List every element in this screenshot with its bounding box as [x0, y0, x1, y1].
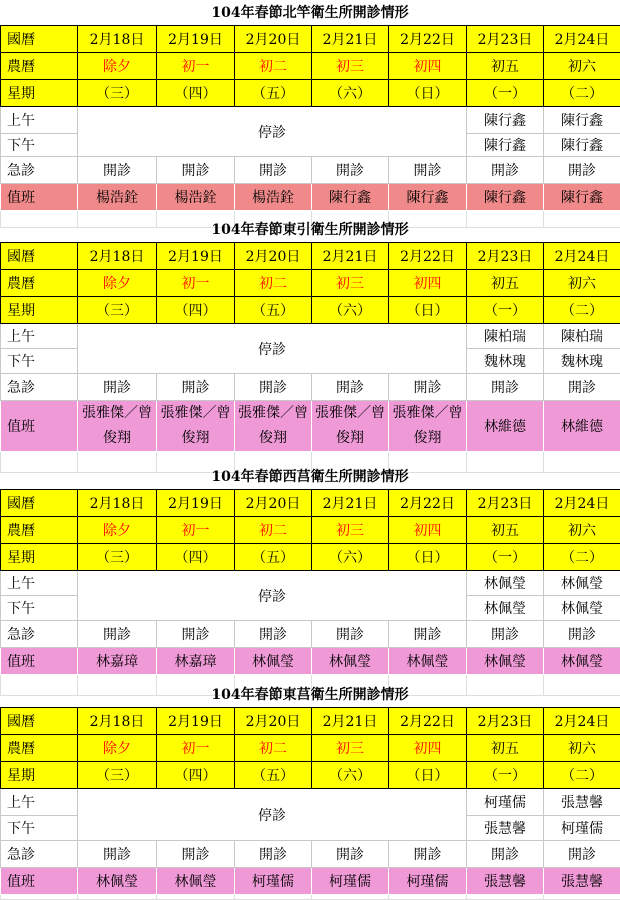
lunar-label: 農曆 [1, 53, 78, 80]
emergency-status: 開診 [312, 157, 389, 184]
weekday-row [1, 544, 620, 571]
duty-doctor: 楊浩銓 [235, 184, 312, 211]
weekday: （五） [235, 544, 312, 571]
lunar-date: 初六 [544, 270, 620, 297]
lunar-date: 初一 [157, 735, 235, 762]
calendar-date: 2月20日 [235, 243, 312, 270]
calendar-date: 2月23日 [467, 708, 544, 735]
calendar-date: 2月22日 [389, 708, 467, 735]
duty-label: 值班 [1, 648, 78, 675]
emergency-status: 開診 [389, 841, 467, 868]
duty-doctor: 陳行鑫 [389, 184, 467, 211]
emergency-status: 開診 [157, 374, 235, 401]
afternoon-label: 下午 [1, 816, 78, 841]
duty-doctor: 林嘉璋 [157, 648, 235, 675]
weekday: （五） [235, 80, 312, 107]
morning-doctor: 陳柏瑞 [544, 324, 620, 349]
schedule-table [0, 489, 620, 696]
duty-doctor: 林佩瑩 [157, 868, 235, 895]
lunar-date: 初六 [544, 53, 620, 80]
duty-row [1, 401, 620, 452]
schedule-table [0, 707, 620, 900]
duty-doctor: 林佩瑩 [544, 648, 620, 675]
lunar-date: 初五 [467, 53, 544, 80]
duty-doctor: 林佩瑩 [389, 648, 467, 675]
spacer-cell [312, 895, 389, 900]
lunar-date: 初六 [544, 517, 620, 544]
emergency-status: 開診 [544, 621, 620, 648]
duty-doctor: 林佩瑩 [78, 868, 157, 895]
calendar-date: 2月20日 [235, 26, 312, 53]
duty-doctor: 張雅傑／曾俊翔 [157, 401, 235, 452]
section-title: 104年春節東引衛生所開診情形 [0, 219, 620, 239]
emergency-status: 開診 [78, 157, 157, 184]
afternoon-doctor: 林佩瑩 [467, 596, 544, 621]
morning-doctor: 陳行鑫 [467, 107, 544, 134]
afternoon-doctor: 陳行鑫 [544, 134, 620, 157]
morning-row [1, 789, 620, 816]
weekday: （二） [544, 297, 620, 324]
calendar-date: 2月19日 [157, 243, 235, 270]
lunar-date: 初二 [235, 735, 312, 762]
weekday: （三） [78, 297, 157, 324]
closed-notice: 停診 [78, 789, 467, 841]
duty-doctor: 張雅傑／曾俊翔 [78, 401, 157, 452]
spacer-cell [78, 895, 157, 900]
emergency-status: 開診 [235, 841, 312, 868]
emergency-status: 開診 [157, 841, 235, 868]
lunar-date: 初五 [467, 517, 544, 544]
calendar-label: 國曆 [1, 26, 78, 53]
section-title: 104年春節東莒衛生所開診情形 [0, 684, 620, 704]
afternoon-doctor: 張慧馨 [467, 816, 544, 841]
weekday: （四） [157, 297, 235, 324]
weekday: （六） [312, 80, 389, 107]
weekday: （日） [389, 297, 467, 324]
emergency-status: 開診 [389, 621, 467, 648]
lunar-row [1, 53, 620, 80]
emergency-status: 開診 [467, 621, 544, 648]
calendar-date: 2月21日 [312, 708, 389, 735]
calendar-row [1, 708, 620, 735]
calendar-date: 2月23日 [467, 26, 544, 53]
calendar-date: 2月21日 [312, 490, 389, 517]
closed-notice: 停診 [78, 324, 467, 374]
lunar-date: 初三 [312, 270, 389, 297]
calendar-date: 2月18日 [78, 490, 157, 517]
lunar-date: 初二 [235, 270, 312, 297]
weekday: （六） [312, 762, 389, 789]
emergency-status: 開診 [389, 374, 467, 401]
duty-doctor: 陳行鑫 [544, 184, 620, 211]
calendar-date: 2月24日 [544, 26, 620, 53]
emergency-row [1, 157, 620, 184]
weekday: （三） [78, 544, 157, 571]
emergency-label: 急診 [1, 157, 78, 184]
lunar-date: 初二 [235, 53, 312, 80]
morning-label: 上午 [1, 107, 78, 134]
calendar-date: 2月18日 [78, 243, 157, 270]
duty-row [1, 868, 620, 895]
morning-row [1, 571, 620, 596]
calendar-date: 2月19日 [157, 708, 235, 735]
duty-doctor: 張慧馨 [544, 868, 620, 895]
calendar-date: 2月19日 [157, 490, 235, 517]
emergency-row [1, 841, 620, 868]
lunar-date: 除夕 [78, 735, 157, 762]
calendar-date: 2月22日 [389, 26, 467, 53]
lunar-date: 初四 [389, 517, 467, 544]
calendar-date: 2月18日 [78, 26, 157, 53]
weekday: （一） [467, 544, 544, 571]
duty-doctor: 楊浩銓 [78, 184, 157, 211]
emergency-status: 開診 [78, 374, 157, 401]
afternoon-doctor: 柯瑾儒 [544, 816, 620, 841]
emergency-status: 開診 [235, 157, 312, 184]
calendar-date: 2月23日 [467, 243, 544, 270]
lunar-row [1, 517, 620, 544]
lunar-date: 初三 [312, 735, 389, 762]
lunar-date: 初六 [544, 735, 620, 762]
lunar-date: 初一 [157, 517, 235, 544]
closed-notice: 停診 [78, 571, 467, 621]
morning-doctor: 柯瑾儒 [467, 789, 544, 816]
spacer-cell [467, 895, 544, 900]
weekday: （五） [235, 297, 312, 324]
duty-doctor: 林嘉璋 [78, 648, 157, 675]
afternoon-label: 下午 [1, 596, 78, 621]
weekday: （五） [235, 762, 312, 789]
emergency-status: 開診 [78, 621, 157, 648]
emergency-status: 開診 [78, 841, 157, 868]
weekday: （二） [544, 544, 620, 571]
calendar-label: 國曆 [1, 490, 78, 517]
calendar-label: 國曆 [1, 708, 78, 735]
lunar-row [1, 270, 620, 297]
duty-doctor: 張雅傑／曾俊翔 [235, 401, 312, 452]
schedule-table [0, 242, 620, 473]
afternoon-doctor: 陳行鑫 [467, 134, 544, 157]
weekday-row [1, 297, 620, 324]
afternoon-label: 下午 [1, 349, 78, 374]
calendar-date: 2月20日 [235, 490, 312, 517]
calendar-date: 2月21日 [312, 243, 389, 270]
emergency-status: 開診 [312, 374, 389, 401]
afternoon-doctor: 魏林瑰 [544, 349, 620, 374]
lunar-label: 農曆 [1, 735, 78, 762]
emergency-status: 開診 [235, 374, 312, 401]
emergency-row [1, 621, 620, 648]
morning-doctor: 陳柏瑞 [467, 324, 544, 349]
spacer-cell [157, 895, 235, 900]
emergency-status: 開診 [157, 157, 235, 184]
duty-doctor: 林佩瑩 [467, 648, 544, 675]
morning-label: 上午 [1, 789, 78, 816]
lunar-row [1, 735, 620, 762]
morning-doctor: 林佩瑩 [467, 571, 544, 596]
weekday-row [1, 80, 620, 107]
duty-doctor: 陳行鑫 [467, 184, 544, 211]
section-title: 104年春節北竿衛生所開診情形 [0, 2, 620, 22]
weekday: （一） [467, 80, 544, 107]
calendar-row [1, 243, 620, 270]
emergency-status: 開診 [544, 374, 620, 401]
weekday: （四） [157, 762, 235, 789]
weekday: （三） [78, 80, 157, 107]
calendar-date: 2月20日 [235, 708, 312, 735]
section-title: 104年春節西莒衛生所開診情形 [0, 466, 620, 486]
emergency-status: 開診 [312, 841, 389, 868]
spacer-cell [544, 895, 620, 900]
emergency-status: 開診 [312, 621, 389, 648]
weekday: （日） [389, 80, 467, 107]
weekday: （二） [544, 80, 620, 107]
emergency-row [1, 374, 620, 401]
lunar-date: 初一 [157, 53, 235, 80]
morning-doctor: 張慧馨 [544, 789, 620, 816]
duty-doctor: 楊浩銓 [157, 184, 235, 211]
calendar-row [1, 26, 620, 53]
lunar-label: 農曆 [1, 270, 78, 297]
duty-label: 值班 [1, 868, 78, 895]
spacer-row [1, 895, 620, 900]
weekday: （六） [312, 297, 389, 324]
morning-label: 上午 [1, 324, 78, 349]
emergency-label: 急診 [1, 841, 78, 868]
lunar-date: 初三 [312, 53, 389, 80]
emergency-status: 開診 [467, 841, 544, 868]
lunar-date: 初四 [389, 735, 467, 762]
calendar-date: 2月24日 [544, 490, 620, 517]
weekday: （日） [389, 544, 467, 571]
duty-doctor: 陳行鑫 [312, 184, 389, 211]
lunar-date: 除夕 [78, 270, 157, 297]
calendar-date: 2月23日 [467, 490, 544, 517]
duty-doctor: 張雅傑／曾俊翔 [312, 401, 389, 452]
emergency-status: 開診 [235, 621, 312, 648]
calendar-date: 2月18日 [78, 708, 157, 735]
emergency-label: 急診 [1, 621, 78, 648]
lunar-date: 除夕 [78, 517, 157, 544]
spacer-cell [1, 895, 78, 900]
morning-doctor: 林佩瑩 [544, 571, 620, 596]
duty-doctor: 張慧馨 [467, 868, 544, 895]
weekday-label: 星期 [1, 762, 78, 789]
duty-label: 值班 [1, 184, 78, 211]
morning-label: 上午 [1, 571, 78, 596]
emergency-status: 開診 [544, 841, 620, 868]
emergency-status: 開診 [544, 157, 620, 184]
emergency-label: 急診 [1, 374, 78, 401]
emergency-status: 開診 [467, 374, 544, 401]
weekday: （四） [157, 80, 235, 107]
morning-doctor: 陳行鑫 [544, 107, 620, 134]
calendar-date: 2月24日 [544, 708, 620, 735]
duty-row [1, 648, 620, 675]
duty-doctor: 柯瑾儒 [389, 868, 467, 895]
emergency-status: 開診 [157, 621, 235, 648]
morning-row [1, 107, 620, 134]
emergency-status: 開診 [467, 157, 544, 184]
calendar-date: 2月24日 [544, 243, 620, 270]
lunar-date: 初二 [235, 517, 312, 544]
weekday-row [1, 762, 620, 789]
lunar-date: 除夕 [78, 53, 157, 80]
lunar-label: 農曆 [1, 517, 78, 544]
afternoon-doctor: 林佩瑩 [544, 596, 620, 621]
duty-label: 值班 [1, 401, 78, 452]
weekday: （一） [467, 297, 544, 324]
emergency-status: 開診 [389, 157, 467, 184]
weekday-label: 星期 [1, 80, 78, 107]
spacer-cell [235, 895, 312, 900]
weekday: （四） [157, 544, 235, 571]
lunar-date: 初三 [312, 517, 389, 544]
calendar-date: 2月22日 [389, 490, 467, 517]
weekday: （六） [312, 544, 389, 571]
lunar-date: 初五 [467, 270, 544, 297]
calendar-date: 2月21日 [312, 26, 389, 53]
lunar-date: 初四 [389, 53, 467, 80]
lunar-date: 初四 [389, 270, 467, 297]
calendar-date: 2月22日 [389, 243, 467, 270]
calendar-row [1, 490, 620, 517]
duty-row [1, 184, 620, 211]
duty-doctor: 林維德 [544, 401, 620, 452]
duty-doctor: 林佩瑩 [235, 648, 312, 675]
closed-notice: 停診 [78, 107, 467, 157]
weekday-label: 星期 [1, 297, 78, 324]
afternoon-doctor: 魏林瑰 [467, 349, 544, 374]
weekday: （三） [78, 762, 157, 789]
weekday: （一） [467, 762, 544, 789]
duty-doctor: 柯瑾儒 [312, 868, 389, 895]
morning-row [1, 324, 620, 349]
duty-doctor: 林佩瑩 [312, 648, 389, 675]
duty-doctor: 張雅傑／曾俊翔 [389, 401, 467, 452]
lunar-date: 初一 [157, 270, 235, 297]
spacer-cell [389, 895, 467, 900]
afternoon-label: 下午 [1, 134, 78, 157]
weekday-label: 星期 [1, 544, 78, 571]
calendar-label: 國曆 [1, 243, 78, 270]
duty-doctor: 柯瑾儒 [235, 868, 312, 895]
calendar-date: 2月19日 [157, 26, 235, 53]
duty-doctor: 林維德 [467, 401, 544, 452]
weekday: （日） [389, 762, 467, 789]
lunar-date: 初五 [467, 735, 544, 762]
weekday: （二） [544, 762, 620, 789]
schedule-table [0, 25, 620, 228]
